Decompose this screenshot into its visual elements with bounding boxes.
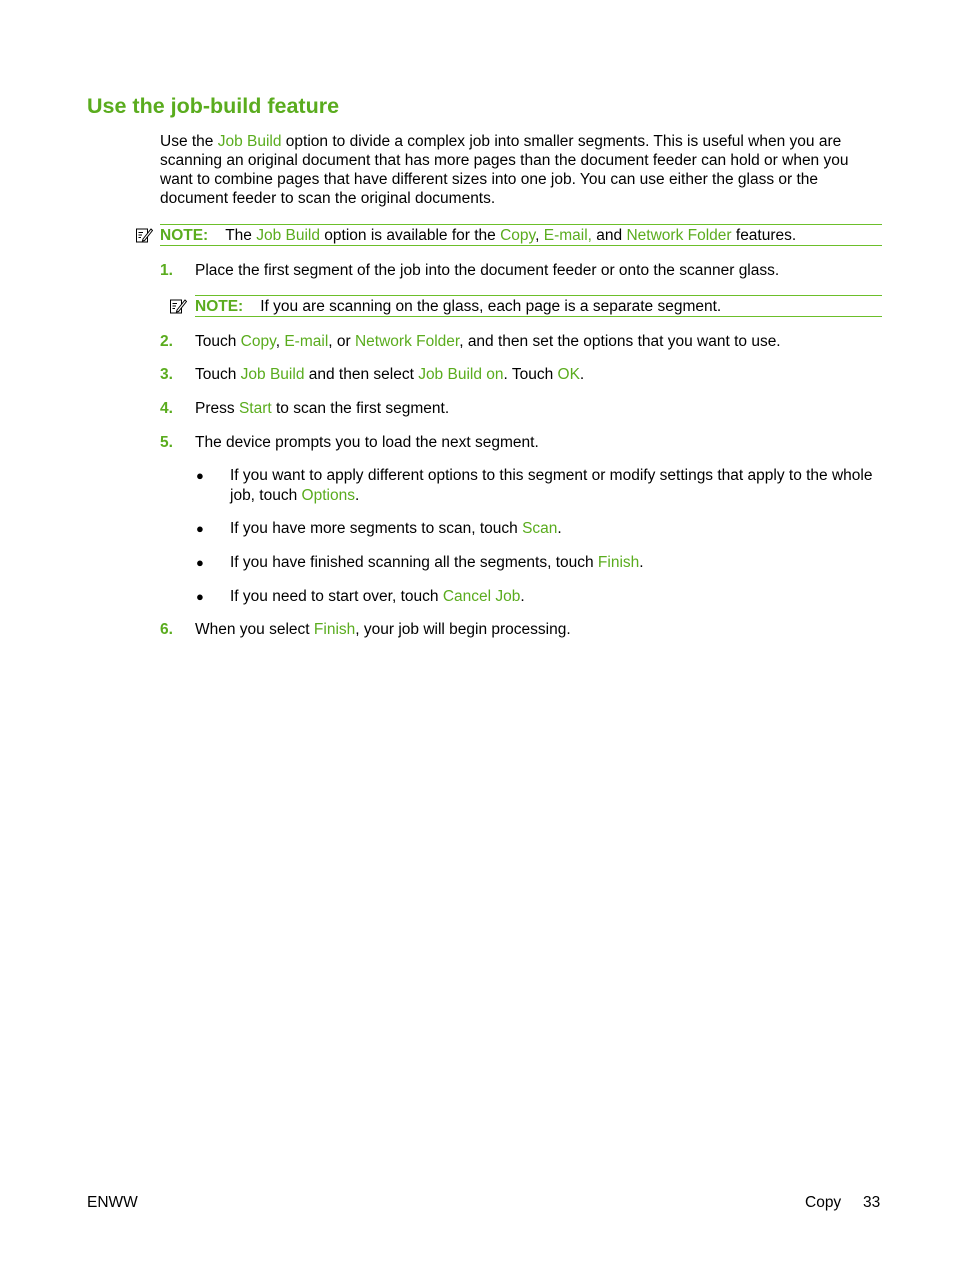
step-text: Press Start to scan the first segment. [195,400,450,417]
step-text: Touch Job Build and then select Job Build on. Touch OK. [195,366,585,383]
step-text: Touch Copy, E-mail, or Network Folder, and then set the options that you want to use. [195,333,781,350]
bullet-dot: ● [196,589,204,604]
note-box [160,224,882,246]
bullet-text: If you have more segments to scan, touch Scan. [230,520,562,537]
bullet-text: If you have finished scanning all the segments, touch Finish. [230,554,644,571]
step-number: 6. [160,621,173,638]
page-heading: Use the job-build feature [87,94,340,118]
bullet-text: If you want to apply different options to this segment or modify settings that apply to the whole job, touch Options. [230,467,873,504]
footer-left: ENWW [87,1194,138,1211]
step-number: 3. [160,366,173,383]
bullet-dot: ● [196,521,204,536]
intro-text: Use the [160,133,218,150]
intro-paragraph [160,132,882,208]
step-number: 5. [160,434,173,451]
step-text: When you select Finish, your job will begin processing. [195,621,571,638]
step-text: Place the first segment of the job into the document feeder or onto the scanner glass. [195,262,780,279]
intro-text: option to divide a complex job into smaller segments. This is useful when you are scanning an original document that has more pages than the document feeder can hold or when you want to combine pages that have different sizes into one job. You can use either the glass or the document feeder to scan the original documents. [160,133,849,207]
step-number: 4. [160,400,173,417]
bullet-text: If you need to start over, touch Cancel Job. [230,588,525,605]
note-label: NOTE: [195,297,244,315]
bullet-dot: ● [196,468,204,483]
bullet-dot: ● [196,555,204,570]
note-box [195,295,882,317]
step-number: 1. [160,262,173,279]
step-number: 2. [160,333,173,350]
note-pencil-icon [169,297,187,315]
step-text: The device prompts you to load the next segment. [195,434,539,451]
note-pencil-icon [135,226,153,244]
job-build-term: Job Build [217,133,282,150]
note-text: The Job Build option is available for the Copy, E-mail, and Network Folder features. [225,226,797,244]
footer-section: Copy [805,1194,842,1211]
note-text: If you are scanning on the glass, each page is a separate segment. [260,297,722,315]
page-number: 33 [863,1194,881,1211]
note-label: NOTE: [160,226,209,244]
